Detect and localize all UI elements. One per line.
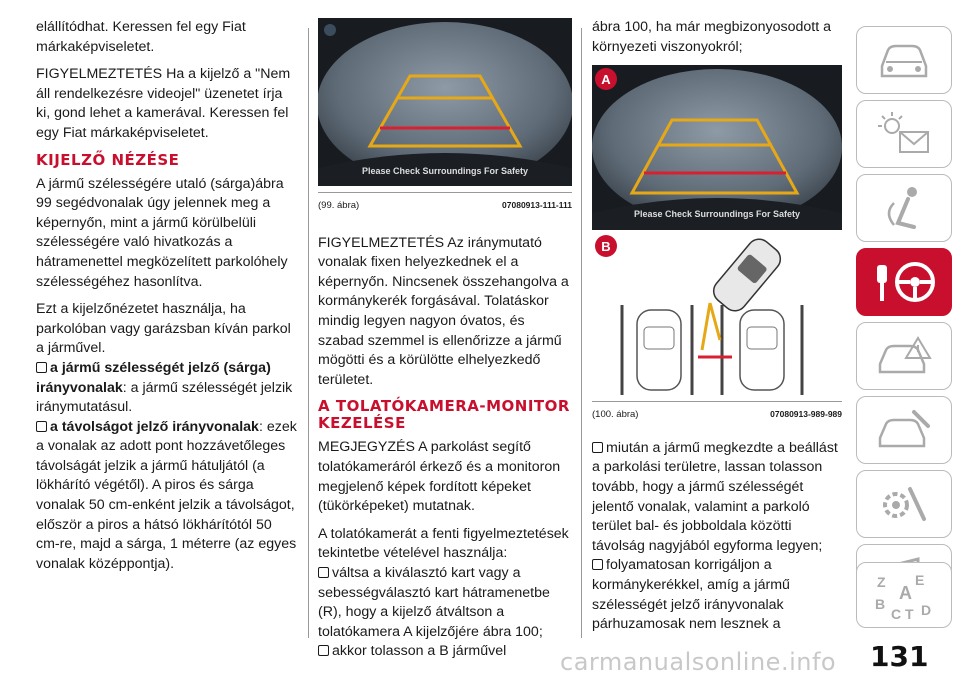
- tab-car-overview[interactable]: [856, 26, 952, 94]
- key-steering-wheel-icon: [869, 257, 939, 307]
- rear-camera-image-ab: [592, 65, 842, 395]
- paragraph: ábra 100, ha már megbizonyosodott a környezeti viszonyokról;: [592, 19, 831, 55]
- svg-text:D: D: [921, 602, 932, 618]
- tab-safety[interactable]: [856, 174, 952, 242]
- bullet-text: váltsa a kiválasztó kart vagy a sebességválasztó kart hátramenetbe (R), hogy a kijelző átváltson a tolatókamera A kijelzőjére ábra 100;: [318, 564, 550, 640]
- bullet-bold: a távolságot jelző irányvonalak: [50, 418, 259, 435]
- rear-camera-image: [318, 18, 572, 186]
- bullet-item: [36, 418, 298, 575]
- checkbox-bullet-icon: [592, 442, 603, 453]
- checkbox-bullet-icon: [592, 559, 603, 570]
- tab-emergency[interactable]: [856, 322, 952, 390]
- figure-caption-bar: [592, 401, 842, 425]
- bullet-text: : a jármű szélességét jelzik iránymutatásul.: [36, 379, 293, 416]
- figure-caption: (99. ábra): [318, 200, 360, 211]
- page-number: 131: [870, 640, 929, 673]
- checkbox-bullet-icon: [318, 567, 329, 578]
- bullet-text: folyamatosan korrigáljon a kormánykerékkel, amíg a jármű szélességét jelző irányvonalak párhuzamosak nem lesznek a: [592, 557, 790, 633]
- column-middle: [318, 18, 572, 662]
- figure-id: 07080913-111-111: [502, 200, 572, 210]
- svg-text:A: A: [899, 583, 912, 603]
- tab-technical-data[interactable]: [856, 470, 952, 538]
- label-b: B: [601, 239, 611, 255]
- bullet-text: akkor tolasson a B járművel: [332, 643, 507, 660]
- car-breakdown-icon: [874, 334, 934, 378]
- checkbox-bullet-icon: [36, 362, 47, 373]
- label-a: A: [601, 72, 611, 88]
- bullet-item: [318, 564, 572, 642]
- gear-wrench-icon: [874, 479, 934, 529]
- seat-airbag-icon: [874, 183, 934, 233]
- watermark: carmanualsonline.info: [560, 648, 837, 676]
- figure-99-camera-view: [318, 18, 572, 186]
- figure-caption: (100. ábra): [592, 409, 639, 421]
- alphabet-index-icon: [869, 569, 939, 621]
- figure-100-camera-views: [592, 65, 842, 395]
- figure-id: 07080913-989-989: [770, 409, 842, 420]
- bullet-bold: a jármű szélességét jelző (sárga) irányvonalak: [36, 359, 271, 396]
- note-paragraph: MEGJEGYZÉS A parkolást segítő tolatókameráról érkező és a monitoron megjelenő képek fordított képeket (tükörképeket) mutatnak.: [318, 439, 561, 515]
- paragraph: A jármű szélességére utaló (sárga)ábra 99 segédvonalak úgy jelennek meg a képernyőn, mint a jármű körülbelüli szélességére való hivatkozás a hátramenettel megközelített parkolóhely szélességéhez hasonlítva.: [36, 175, 288, 290]
- car-front-icon: [874, 38, 934, 82]
- svg-text:C: C: [891, 606, 902, 621]
- paragraph: elállítódhat. Keressen fel egy Fiat márkaképviseletet.: [36, 19, 246, 55]
- svg-text:Z: Z: [877, 574, 886, 590]
- tab-maintenance[interactable]: [856, 396, 952, 464]
- paragraph: A tolatókamerát a fenti figyelmeztetések tekintetbe vételével használja:: [318, 525, 569, 562]
- car-wrench-icon: [874, 408, 934, 452]
- figure-caption-bar: [318, 192, 572, 216]
- warning-paragraph: FIGYELMEZTETÉS Ha a kijelző a "Nem áll rendelkezésre videojel" üzenetet írja ki, gond lehet a kamerával. Keressen fel egy Fiat márkaképviseletet.: [36, 66, 291, 141]
- warning-light-envelope-icon: [874, 110, 934, 158]
- section-heading: KIJELZŐ NÉZÉSE: [36, 150, 180, 169]
- bullet-text: miután a jármű megkezdte a beállást a parkolási területre, lassan tolasson tovább, hogy a jármű szélességét jelentő vonalak, valamint a parkoló terület bal- és jobboldala közötti távolság nagyjából egyforma legyen;: [592, 439, 838, 554]
- bullet-item: [318, 642, 572, 662]
- column-divider: [308, 28, 309, 638]
- tab-alphabetical-index[interactable]: [856, 562, 952, 628]
- column-left: [36, 18, 298, 574]
- bullet-item: [36, 359, 298, 418]
- checkbox-bullet-icon: [36, 421, 47, 432]
- tab-warning-lights[interactable]: [856, 100, 952, 168]
- camera-overlay-text: Please Check Surroundings For Safety: [633, 209, 801, 220]
- paragraph: Ezt a kijelzőnézetet használja, ha parkolóban vagy garázsban kíván parkol a járművel.: [36, 301, 291, 357]
- bullet-text: : ezek a vonalak az adott pont hozzávetőleges távolságát jelzik a jármű hátuljától (a lökhárító végétől). A piros és sárga vonalak 50 cm-enként jelzik a távolságot, először a piros a hátsó lökhárítótól 50 cm-re, majd a sárga, 1 méterre (az egyes vonalak középpontja).: [36, 418, 297, 572]
- warning-paragraph: FIGYELMEZTETÉS Az iránymutató vonalak fixen helyezkednek el a képernyőn. Nincsenek összehangolva a kormánykerék forgásával. Tolatáskor mindig legyen nagyon óvatos, és szabad szemmel is ellenőrizze a jármű mögötti és a körülötte elhelyezkedő területet.: [318, 234, 569, 388]
- column-right: [592, 18, 842, 635]
- section-heading: A TOLATÓKAMERA-MONITOR KEZELÉSE: [318, 397, 570, 433]
- svg-text:E: E: [915, 572, 925, 588]
- tab-starting-driving[interactable]: [856, 248, 952, 316]
- bullet-item: [592, 556, 842, 634]
- chapter-tabs: [856, 0, 960, 678]
- svg-text:T: T: [905, 606, 914, 621]
- svg-text:B: B: [875, 596, 886, 612]
- column-divider: [581, 28, 582, 638]
- bullet-item: [592, 439, 842, 557]
- camera-overlay-text: Please Check Surroundings For Safety: [361, 166, 529, 176]
- checkbox-bullet-icon: [318, 645, 329, 656]
